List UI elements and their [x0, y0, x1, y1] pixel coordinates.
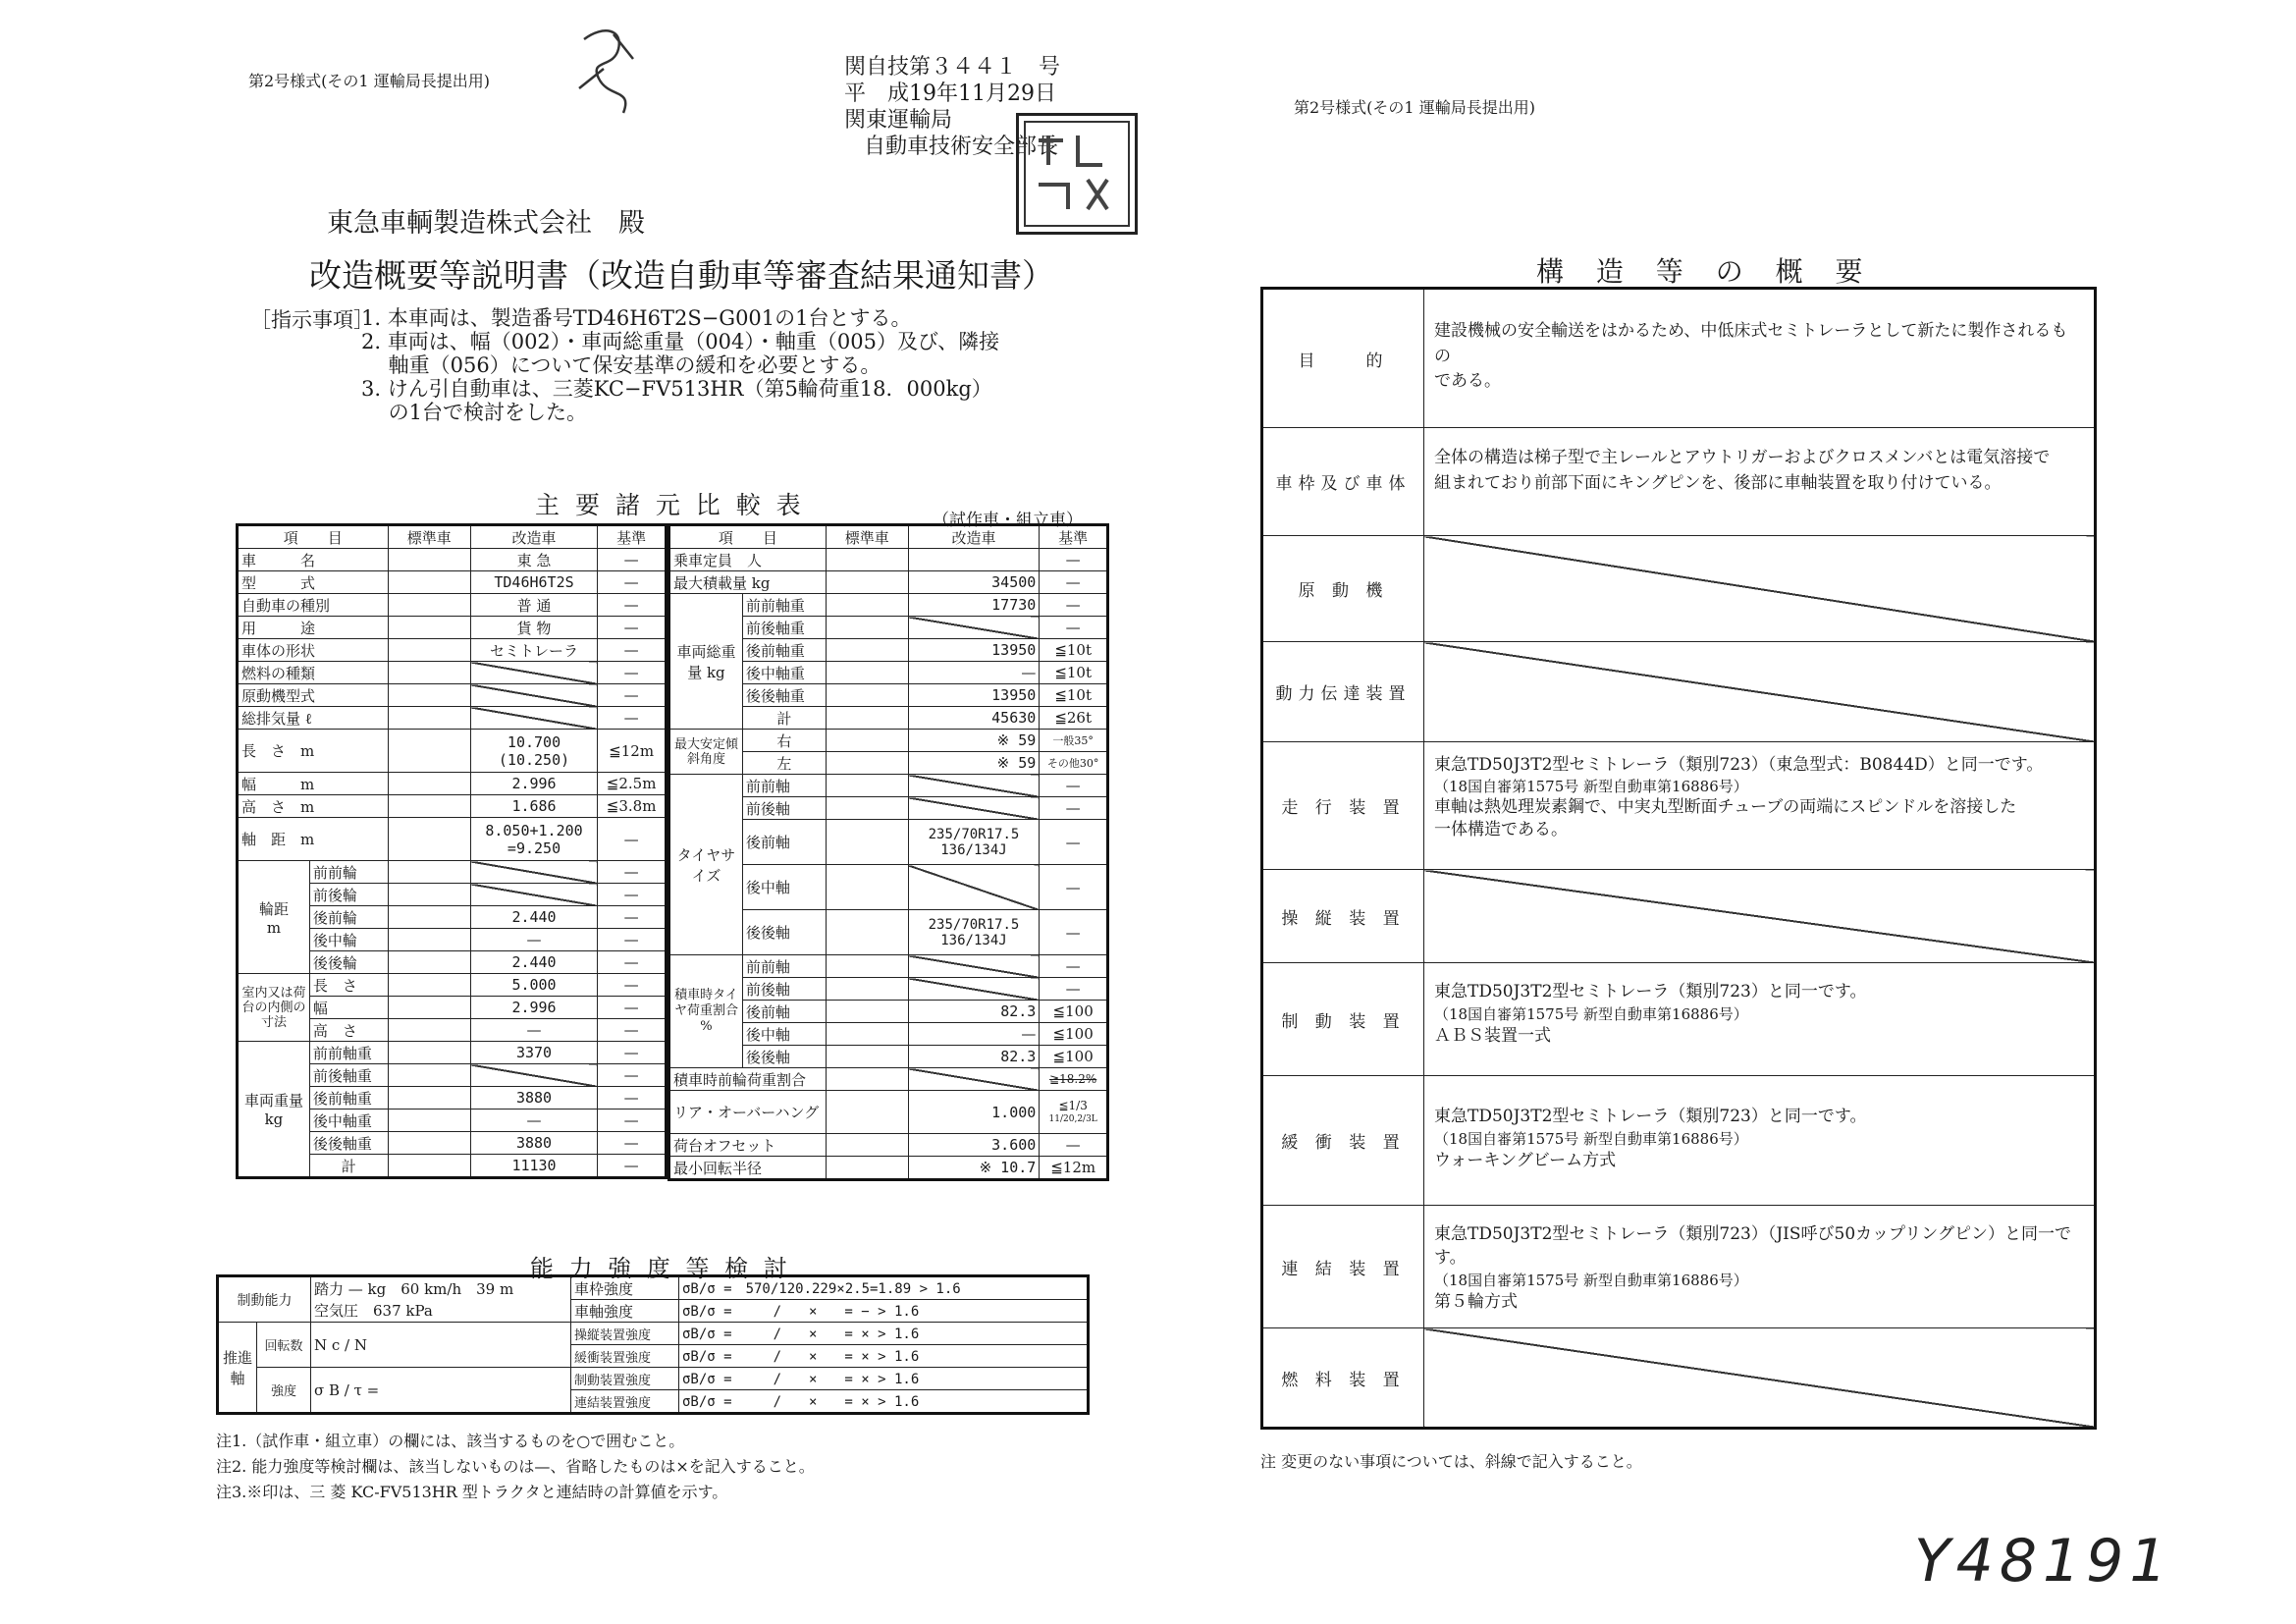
cargo-mod: 2.996 [470, 997, 597, 1019]
load-label: 積車時タイヤ荷重割合 % [669, 955, 743, 1068]
row-mod: セミトレーラ [470, 639, 597, 662]
load-base: ≦100 [1040, 1023, 1108, 1046]
strength-title: 能 力 強 度 等 検 討 [530, 1255, 791, 1282]
w-mod [470, 1064, 597, 1087]
tail-label: 積車時前輪荷重割合 [669, 1068, 827, 1091]
row-mod: 普 通 [470, 594, 597, 617]
tire-sub: 後中軸 [742, 865, 826, 910]
structure-empty [1424, 870, 2096, 963]
load-sub: 前前軸 [742, 955, 826, 978]
strength-formula: σB/σ = 570/120.229×2.5=1.89 > 1.6 [679, 1276, 1089, 1300]
wt-sub: 後中輪 [309, 929, 388, 951]
tail-mod: 3.600 [908, 1134, 1040, 1157]
rrow-base: — [1040, 549, 1108, 571]
row-mod: 貨 物 [470, 617, 597, 639]
tail-mod [908, 1068, 1040, 1091]
strength-formula: σB/σ = / × = × > 1.6 [679, 1323, 1089, 1345]
gvw-mod: 45630 [908, 707, 1040, 730]
row-base: ≦3.8m [598, 795, 667, 818]
left-notes [216, 1429, 815, 1505]
instruction-3: 3. けん引自動車は、三菱KC−FV513HR（第5輪荷重18．000kg） [361, 377, 992, 401]
ref-department: 自動車技術安全部長 [864, 135, 1059, 159]
strength-label: 緩衝装置強度 [571, 1345, 679, 1368]
strength-label: 車枠強度 [571, 1276, 679, 1300]
tire-label: タイヤサイズ [669, 775, 743, 955]
row-label: 自動車の種別 [238, 594, 389, 617]
load-sub: 後中軸 [742, 1023, 826, 1046]
tilt-sub: 左 [742, 752, 826, 775]
structure-label: 車枠及び車体 [1262, 428, 1424, 536]
instruction-1: 1. 本車両は、製造番号TD46H6T2S−G001の1台とする。 [361, 306, 912, 330]
load-sub: 後後軸 [742, 1046, 826, 1068]
gvw-mod: 17730 [908, 594, 1040, 617]
tail-base: ≦12m [1040, 1157, 1108, 1180]
row-base: — [598, 549, 667, 571]
row-base: — [598, 571, 667, 594]
tire-mod2: 136/134J [940, 932, 1007, 948]
row-base: — [598, 662, 667, 684]
brake-label: 制動能力 [218, 1276, 311, 1323]
structure-text: 一体構造である。 [1434, 820, 1568, 840]
tail-mod: 1.000 [908, 1091, 1040, 1134]
structure-label: 原 動 機 [1262, 536, 1424, 642]
structure-text: 組まれており前部下面にキングピンを、後部に車軸装置を取り付けている。 [1434, 472, 2002, 493]
header-std: 標準車 [826, 525, 908, 549]
row-mod [470, 684, 597, 707]
w-mod: 11130 [470, 1155, 597, 1178]
recipient: 東急車輌製造株式会社 殿 [327, 208, 645, 239]
tail-base: ≧18.2% [1040, 1068, 1108, 1091]
cargo-sub: 高 さ [309, 1019, 388, 1042]
row-base: ≦12m [598, 730, 667, 773]
gvw-mod: 13950 [908, 684, 1040, 707]
tire-mod [908, 865, 1040, 910]
strength-label: 制動装置強度 [571, 1368, 679, 1390]
tail-base: ≦1/3 [1058, 1098, 1088, 1112]
rrow-mod [908, 549, 1040, 571]
gvw-mod: — [908, 662, 1040, 684]
structure-empty [1424, 536, 2096, 642]
wt-sub: 前前輪 [309, 861, 388, 884]
structure-label: 燃 料 装 置 [1262, 1328, 1424, 1429]
row-mod: TD46H6T2S [470, 571, 597, 594]
tire-sub: 後前軸 [742, 820, 826, 865]
strength-label: 連結装置強度 [571, 1390, 679, 1414]
row-label: 車体の形状 [238, 639, 389, 662]
propulsion-speed-val: N c / N [311, 1323, 571, 1368]
structure-text: ウォーキングビーム方式 [1434, 1150, 1617, 1170]
structure-text: である。 [1434, 371, 1501, 391]
load-mod: 82.3 [908, 1046, 1040, 1068]
handwritten-signature [564, 20, 653, 128]
gvw-sub: 計 [742, 707, 826, 730]
gvw-base: ≦10t [1040, 639, 1108, 662]
rrow-mod: 34500 [908, 571, 1040, 594]
structure-label: 連 結 装 置 [1262, 1206, 1424, 1328]
w-sub: 計 [309, 1155, 388, 1178]
cargo-mod: — [470, 1019, 597, 1042]
row-base: — [598, 594, 667, 617]
propulsion-label: 推進軸 [218, 1323, 257, 1414]
row-label: 軸 距 m [238, 818, 389, 861]
structure-empty [1424, 642, 2096, 742]
load-mod [908, 978, 1040, 1001]
row-base: — [598, 707, 667, 730]
spec-table-right: 項 目 標準車 改造車 基準 乗車定員 人 — 最大積載量 kg 34500 — 車両総重量 kg 前前軸重 17730 — 前後軸重 — 後前軸重 13950 ≦10t 後中軸重 — ≦10t 後後軸重 13950 ≦10t 計 45630 ≦26t 最大安定傾斜角度 右 ※ 59 一般35° 左 ※ 59 その他30° タイヤサイズ 前前軸 — 前後軸 — 後前軸 235/70R17.5 136/134J — 後中軸 — 後後軸 235/70R17.5 136/134J — 積車時タイヤ荷重割合 % 前前軸 — 前後軸 — 後前軸 82.3 ≦100 後中軸 — ≦100 後後軸 82.3 ≦100 積車時前輪荷重割合 ≧18.2% リア・オーバーハング 1.000 ≦1/3 11/20,2/3L 荷台オフセット 3.600 — 最小回転半径 ※ 10.7 ≦12m [667, 523, 1109, 1181]
row-mod: 10.700 [507, 732, 561, 751]
propulsion-strength-val: σ B / τ = [311, 1368, 571, 1414]
load-sub: 後前軸 [742, 1001, 826, 1023]
tire-sub: 後後軸 [742, 910, 826, 955]
row-mod [470, 707, 597, 730]
right-note: 注 変更のない事項については、斜線で記入すること。 [1260, 1452, 1642, 1471]
row-label: 原動機型式 [238, 684, 389, 707]
w-sub: 後後軸重 [309, 1132, 388, 1155]
tire-sub: 前前軸 [742, 775, 826, 797]
spec-table-left: 項 目 標準車 改造車 基準 車 名 東 急 — 型 式 TD46H6T2S — 自動車の種別 普 通 — 用 途 貨 物 — 車体の形状 セミトレーラ — 燃料の種類 — 原動機型式 — 総排気量 ℓ — 長 さ m 10.700 (10.250) ≦12m 幅 m 2.996 ≦2.5m 高 さ m 1.686 ≦3.8m 軸 距 m 8.050+1.200 =9.250 — 輪距 m 前前輪 — 前後輪 — 後前輪 2.440 — 後中輪 — — 後後輪 2.440 — 室内又は荷台の内側の寸法 長 さ 5.000 — 幅 2.996 — 高 さ — — 車両重量 kg 前前軸重 3370 — 前後軸重 — 後前軸重 3880 — 後中軸重 — — 後後軸重 3880 — 計 11130 — [236, 523, 667, 1179]
tilt-label: 最大安定傾斜角度 [669, 730, 743, 775]
instructions-label: ［指示事項］ [250, 308, 374, 332]
wheel-track-label: 輪距 [258, 899, 289, 918]
structure-table [1260, 287, 2097, 1430]
strength-formula: σB/σ = / × = × > 1.6 [679, 1390, 1089, 1414]
instruction-2b: 軸重（056）について保安基準の緩和を必要とする。 [361, 353, 881, 377]
document-title: 改造概要等説明書（改造自動車等審査結果通知書） [309, 256, 1054, 295]
tail-label: 最小回転半径 [669, 1157, 827, 1180]
gvw-sub: 前前軸重 [742, 594, 826, 617]
tire-mod: 235/70R17.5 [928, 826, 1020, 842]
note-3: 注3.※印は、三 菱 KC-FV513HR 型トラクタと連結時の計算値を示す。 [216, 1483, 728, 1501]
strength-table [216, 1274, 1090, 1415]
row-mod2: =9.250 [507, 839, 561, 857]
gvw-base: — [1040, 594, 1108, 617]
strength-formula: σB/σ = / × = × > 1.6 [679, 1345, 1089, 1368]
row-mod: 1.686 [470, 795, 597, 818]
structure-text: 東急TD50J3T2型セミトレーラ（類別723）（東急型式：B0844D）と同一です。 [1434, 755, 2044, 775]
tire-mod [908, 775, 1040, 797]
w-sub: 後中軸重 [309, 1110, 388, 1132]
w-mod: — [470, 1110, 597, 1132]
structure-label: 走 行 装 置 [1262, 742, 1424, 870]
tail-base2: 11/20,2/3L [1048, 1113, 1097, 1124]
wt-sub: 前後輪 [309, 884, 388, 906]
gvw-base: ≦10t [1040, 684, 1108, 707]
tail-base: — [1040, 1134, 1108, 1157]
cargo-mod: 5.000 [470, 974, 597, 997]
structure-empty [1424, 1328, 2096, 1429]
gvw-mod: 13950 [908, 639, 1040, 662]
row-mod: 8.050+1.200 [485, 821, 583, 839]
instruction-2: 2. 車両は、幅（002）・車両総重量（004）・軸重（005）及び、隣接 [361, 330, 1000, 353]
note-1: 注1.（試作車・組立車）の欄には、該当するものを○で囲むこと。 [216, 1432, 685, 1450]
ref-number: 関自技第３４４１ 号 [844, 55, 1061, 80]
gvw-mod [908, 617, 1040, 639]
row-label: 燃料の種類 [238, 662, 389, 684]
header-mod: 改造車 [470, 525, 597, 549]
tilt-sub: 右 [742, 730, 826, 752]
structure-text: 東急TD50J3T2型セミトレーラ（類別723）（JIS呼び50カップリングピン）と同一です。 [1434, 1224, 2071, 1268]
cargo-sub: 長 さ [309, 974, 388, 997]
structure-text: （18国自審第1575号 新型自動車第16886号） [1434, 1004, 1748, 1023]
structure-text: （18国自審第1575号 新型自動車第16886号） [1434, 777, 1748, 795]
load-sub: 前後軸 [742, 978, 826, 1001]
gvw-base: — [1040, 617, 1108, 639]
wt-sub: 後後輪 [309, 951, 388, 974]
gvw-sub: 後中軸重 [742, 662, 826, 684]
row-label: 型 式 [238, 571, 389, 594]
load-mod [908, 955, 1040, 978]
row-mod2: (10.250) [498, 750, 570, 769]
w-sub: 後前軸重 [309, 1087, 388, 1110]
brake-line2: 空気圧 637 kPa [314, 1301, 433, 1320]
structure-label: 動力伝達装置 [1262, 642, 1424, 742]
row-mod: 東 急 [470, 549, 597, 571]
structure-text: （18国自審第1575号 新型自動車第16886号） [1434, 1129, 1748, 1148]
w-sub: 前後軸重 [309, 1064, 388, 1087]
row-label: 総排気量 ℓ [238, 707, 389, 730]
note-2: 注2. 能力強度等検討欄は、該当しないものは—、省略したものは×を記入すること。 [216, 1457, 815, 1476]
wt-mod: — [470, 929, 597, 951]
row-label: 長 さ m [238, 730, 389, 773]
spec-table-option: （試作車・組立車） [933, 511, 1083, 530]
row-label: 幅 m [238, 773, 389, 795]
w-mod: 3880 [470, 1132, 597, 1155]
strength-label: 操縦装置強度 [571, 1323, 679, 1345]
instructions [361, 306, 999, 424]
wt-mod [470, 884, 597, 906]
structure-text: 第５輪方式 [1434, 1291, 1518, 1312]
row-mod: 2.996 [470, 773, 597, 795]
tilt-mod: ※ 59 [908, 752, 1040, 775]
header-mod: 改造車 [908, 525, 1040, 549]
row-base: — [598, 617, 667, 639]
row-base: — [598, 639, 667, 662]
load-mod: — [908, 1023, 1040, 1046]
structure-title: 構 造 等 の 概 要 [1536, 255, 1875, 288]
cargo-sub: 幅 [309, 997, 388, 1019]
row-base: ≦2.5m [598, 773, 667, 795]
row-base: — [598, 818, 667, 861]
tire-mod [908, 797, 1040, 820]
w-mod: 3370 [470, 1042, 597, 1064]
structure-text: 全体の構造は梯子型で主レールとアウトリガーおよびクロスメンバとは電気溶接で [1434, 448, 2051, 467]
wt-sub: 後前輪 [309, 906, 388, 929]
handwritten-id: Y48191 [1914, 1527, 2173, 1596]
propulsion-strength-label: 強度 [257, 1368, 311, 1414]
row-base: — [598, 684, 667, 707]
gvw-label: 車両総重量 kg [669, 594, 743, 730]
rrow-label: 最大積載量 kg [669, 571, 827, 594]
row-mod [470, 662, 597, 684]
structure-label: 操 縦 装 置 [1262, 870, 1424, 963]
header-base: 基準 [1040, 525, 1108, 549]
w-mod: 3880 [470, 1087, 597, 1110]
left-form-label: 第2号様式(その1 運輸局長提出用) [248, 72, 490, 90]
rrow-label: 乗車定員 人 [669, 549, 827, 571]
header-std: 標準車 [388, 525, 470, 549]
gvw-sub: 後後軸重 [742, 684, 826, 707]
instruction-3b: の1台で検討をした。 [361, 401, 588, 424]
structure-text: （18国自審第1575号 新型自動車第16886号） [1434, 1271, 1748, 1289]
header-item: 項 目 [669, 525, 827, 549]
structure-text: 建設機械の安全輸送をはかるため、中低床式セミトレーラとして新たに製作されるもの [1434, 321, 2068, 366]
load-base: ≦100 [1040, 1001, 1108, 1023]
load-mod: 82.3 [908, 1001, 1040, 1023]
spec-table-title: 主 要 諸 元 比 較 表 [535, 491, 805, 519]
header-base: 基準 [598, 525, 667, 549]
wt-mod: 2.440 [470, 951, 597, 974]
strength-formula: σB/σ = / × = − > 1.6 [679, 1300, 1089, 1323]
row-label: 用 途 [238, 617, 389, 639]
propulsion-speed-label: 回転数 [257, 1323, 311, 1368]
ref-date: 平 成19年11月29日 [844, 81, 1056, 106]
strength-label: 車軸強度 [571, 1300, 679, 1323]
wt-mod: 2.440 [470, 906, 597, 929]
gvw-base: ≦26t [1040, 707, 1108, 730]
load-base: ≦100 [1040, 1046, 1108, 1068]
structure-label: 緩 衝 装 置 [1262, 1076, 1424, 1206]
gvw-base: ≦10t [1040, 662, 1108, 684]
tire-sub: 前後軸 [742, 797, 826, 820]
official-seal [1016, 113, 1138, 235]
row-label: 車 名 [238, 549, 389, 571]
wheel-track-unit: m [266, 918, 282, 937]
ref-bureau: 関東運輸局 [844, 108, 953, 133]
tire-mod: 235/70R17.5 [928, 916, 1020, 933]
tire-mod2: 136/134J [940, 841, 1007, 858]
gvw-sub: 後前軸重 [742, 639, 826, 662]
right-form-label: 第2号様式(その1 運輸局長提出用) [1294, 98, 1535, 117]
tail-mod: ※ 10.7 [908, 1157, 1040, 1180]
strength-formula: σB/σ = / × = × > 1.6 [679, 1368, 1089, 1390]
structure-label: 目 的 [1262, 289, 1424, 428]
row-label: 高 さ m [238, 795, 389, 818]
w-sub: 前前軸重 [309, 1042, 388, 1064]
cargo-label: 室内又は荷台の内側の寸法 [238, 974, 310, 1042]
tilt-mod: ※ 59 [908, 730, 1040, 752]
structure-label: 制 動 装 置 [1262, 963, 1424, 1076]
wt-mod [470, 861, 597, 884]
tail-label: リア・オーバーハング [669, 1091, 827, 1134]
rrow-base: — [1040, 571, 1108, 594]
structure-text: ＡＢＳ装置一式 [1434, 1025, 1551, 1046]
brake-line1: 踏力 — kg 60 km/h 39 m [314, 1279, 514, 1298]
weight-label: 車両重量 kg [238, 1042, 310, 1178]
structure-text: 車軸は熱処理炭素鋼で、中実丸型断面チューブの両端にスピンドルを溶接した [1434, 797, 2017, 818]
structure-text: 東急TD50J3T2型セミトレーラ（類別723）と同一です。 [1434, 1107, 1867, 1126]
tilt-base: その他30° [1040, 752, 1108, 775]
header-item: 項 目 [238, 525, 389, 549]
structure-text: 東急TD50J3T2型セミトレーラ（類別723）と同一です。 [1434, 982, 1867, 1001]
gvw-sub: 前後軸重 [742, 617, 826, 639]
tail-label: 荷台オフセット [669, 1134, 827, 1157]
tilt-base: 一般35° [1040, 730, 1108, 752]
